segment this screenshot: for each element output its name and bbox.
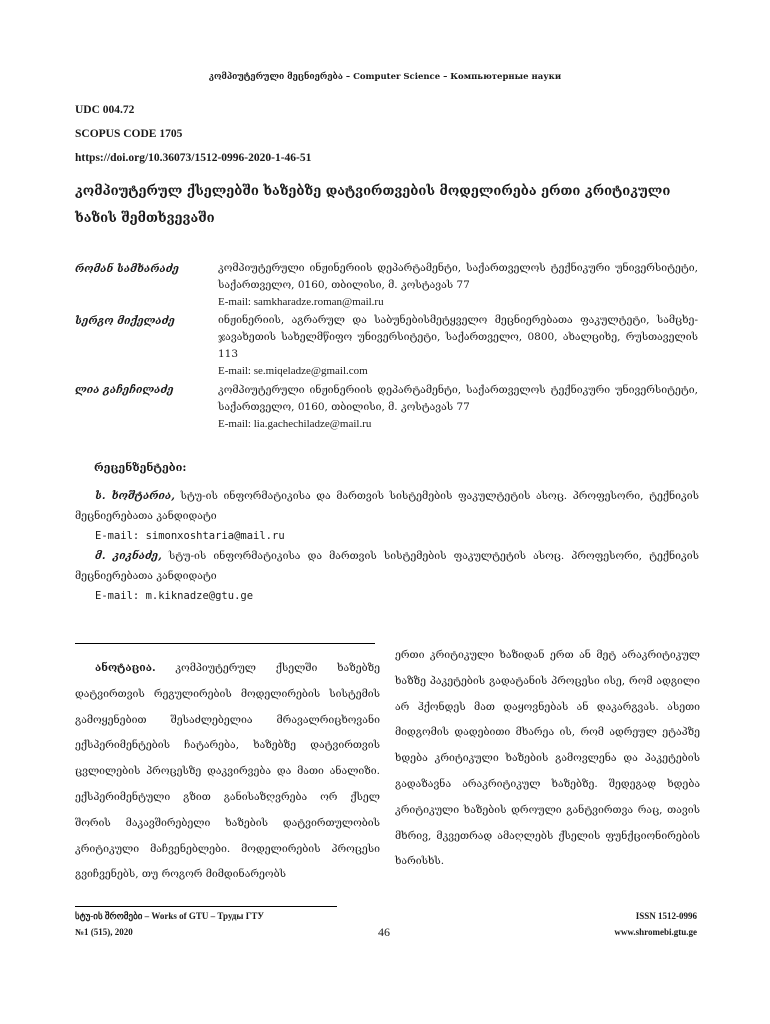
scopus-code: SCOPUS CODE 1705 [75, 128, 183, 140]
journal-website[interactable]: www.shromebi.gtu.ge [614, 927, 697, 937]
author-name: ლია გაჩეჩილაძე [75, 384, 174, 396]
section-divider [75, 643, 375, 644]
reviewer-details: სტუ-ის ინფორმატიკისა და მართვის სისტემების ფაკულტეტის ასოც. პროფესორი, ტექნიკის მეცნიერებათა კანდიდატი [75, 490, 699, 522]
abstract-text-left: კომპიუტერულ ქსელში ხაზებზე დატვირთვის რეგულირების მოდელირების სისტემის გამოყენებით შესაძლებელია მრავალრიცხოვანი ექსპერიმენტების ჩატარება, ხაზებზე დატვირთვის ცვლილების პროცესზე დაკვირვება და მათი ანალიზი. ექსპერიმენტული გზით განისაზღვრება ორ ქსელ შორის მაკავშირებელი ხაზების დატვირთულობის კრიტიკული მაჩვენებლები. მოდელირების პროცესი გვიჩვენებს, თუ როგორ მიმდინარეობს [75, 662, 380, 881]
author-name: სერგო მიქელაძე [75, 315, 175, 327]
affiliation-text: კომპიუტერული ინჟინერიის დეპარტამენტი, საქართველოს ტექნიკური უნივერსიტეტი, საქართველო, 0160, თბილისი, მ. კოსტავას 77 [218, 384, 698, 413]
affiliation-text: კომპიუტერული ინჟინერიის დეპარტამენტი, საქართველოს ტექნიკური უნივერსიტეტი, საქართველო, 0160, თბილისი, მ. კოსტავას 77 [218, 262, 698, 291]
author-affiliation [218, 312, 698, 380]
reviewer-entry [75, 546, 699, 606]
abstract-right-column: ერთი კრიტიკული ხაზიდან ერთ ან მეტ არაკრიტიკულ ხაზზე პაკეტების გადატანის პროცესი ისე, რომ ადგილი არ ჰქონდეს მათ დაყოვნებას ან დაკარგვას. ასეთი მიდგომის დადებითი მხარეა ის, რომ ადრეულ ეტაპზე ხდება კრიტიკული ხაზების გამოვლენა და პაკეტების გადაზავნა არაკრიტიკულ ხაზებზე. შედეგად ხდება კრიტიკული ხაზების დროული განტვირთვა რაც, თავის მხრივ, მკვეთრად ამაღლებს ქსელის ფუნქციონირების ხარისხს. [395, 649, 700, 868]
reviewer-email[interactable]: E-mail: simonxoshtaria@mail.ru [95, 530, 285, 542]
abstract-label: ანოტაცია. [95, 662, 156, 674]
author-email[interactable]: E-mail: se.miqeladze@gmail.com [218, 365, 368, 377]
issn: ISSN 1512-0996 [635, 911, 697, 921]
issue-number: №1 (515), 2020 [75, 927, 133, 937]
reviewers-heading: რეცენზენტები: [94, 461, 187, 474]
reviewer-name: ს. ხოშტარია, [95, 490, 175, 502]
author-affiliation [218, 260, 698, 311]
journal-name: სტუ-ის შრომები – Works of GTU – Труды ГТУ [75, 911, 265, 921]
running-head: კომპიუტერული მეცნიერება – Computer Science – Компьютерные науки [208, 72, 562, 82]
author-affiliation [218, 382, 698, 433]
udc-code: UDC 004.72 [75, 104, 135, 116]
doi-link[interactable]: https://doi.org/10.36073/1512-0996-2020-1-46-51 [75, 152, 312, 164]
page-number: 46 [378, 925, 390, 939]
reviewer-entry [75, 486, 699, 546]
footer-divider [75, 906, 337, 907]
reviewer-email[interactable]: E-mail: m.kiknadze@gtu.ge [95, 590, 254, 602]
author-email[interactable]: E-mail: samkharadze.roman@mail.ru [218, 296, 384, 308]
author-name: რომან სამხარაძე [75, 263, 179, 275]
paper-title: კომპიუტერულ ქსელებში ხაზებზე დატვირთვების მოდელირება ერთი კრიტიკული ხაზის შემთხვევაში [75, 184, 671, 226]
reviewer-details: სტუ-ის ინფორმატიკისა და მართვის სისტემების ფაკულტეტის ასოც. პროფესორი, ტექნიკის მეცნიერებათა კანდიდატი [75, 550, 700, 582]
affiliation-text: ინჟინერიის, აგრარულ და საბუნებისმეტყველო მეცნიერებათა ფაკულტეტი, სამცხე-ჯავახეთის სახელმწიფო უნივერსიტეტი, საქართველო, 0800, ახალციხე, რუსთაველის 113 [218, 314, 698, 360]
abstract-left-column [75, 656, 380, 888]
author-email[interactable]: E-mail: lia.gachechiladze@mail.ru [218, 418, 372, 430]
reviewer-name: მ. კიკნაძე, [95, 550, 162, 562]
